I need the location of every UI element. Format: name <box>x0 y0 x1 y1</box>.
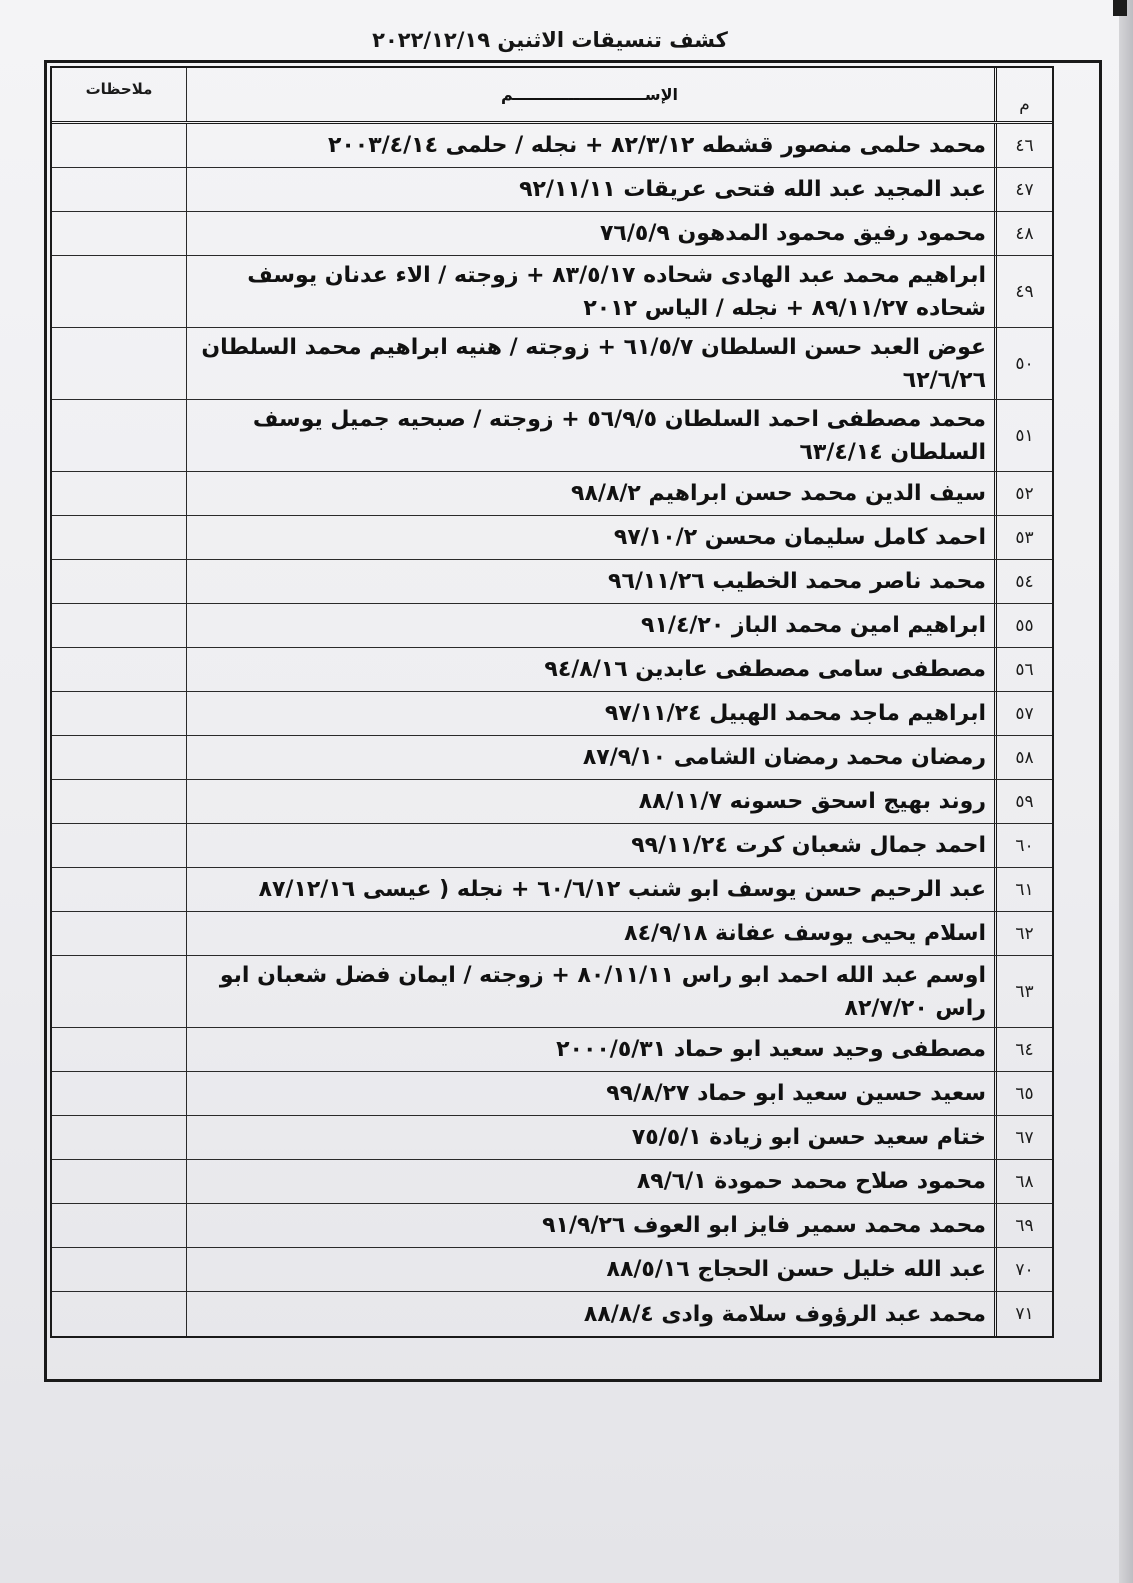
table-row <box>52 124 1052 168</box>
row-number: ٥٦ <box>994 648 1052 691</box>
table-row <box>52 648 1052 692</box>
row-notes <box>52 824 186 867</box>
row-name: ابراهيم امين محمد الباز ٩١/٤/٢٠ <box>186 604 994 647</box>
row-notes <box>52 648 186 691</box>
row-number: ٤٩ <box>994 256 1052 327</box>
row-notes <box>52 472 186 515</box>
table-row <box>52 1072 1052 1116</box>
table-row <box>52 516 1052 560</box>
table-row <box>52 1160 1052 1204</box>
row-number: ٥٧ <box>994 692 1052 735</box>
row-notes <box>52 168 186 211</box>
table-row <box>52 472 1052 516</box>
row-name: مصطفى وحيد سعيد ابو حماد ٢٠٠٠/٥/٣١ <box>186 1028 994 1071</box>
table-row <box>52 168 1052 212</box>
row-notes <box>52 780 186 823</box>
row-name: عبد المجيد عبد الله فتحى عريقات ٩٢/١١/١١ <box>186 168 994 211</box>
row-number: ٦٣ <box>994 956 1052 1027</box>
row-number: ٦٠ <box>994 824 1052 867</box>
row-notes <box>52 868 186 911</box>
document-title: كشف تنسيقات الاثنين ٢٠٢٢/١٢/١٩ <box>372 28 728 52</box>
corner-mark <box>1113 0 1127 16</box>
table-row <box>52 328 1052 400</box>
row-number: ٥٤ <box>994 560 1052 603</box>
row-number: ٦٨ <box>994 1160 1052 1203</box>
row-notes <box>52 912 186 955</box>
row-name: محمد عبد الرؤوف سلامة وادى ٨٨/٨/٤ <box>186 1292 994 1336</box>
row-number: ٦٢ <box>994 912 1052 955</box>
row-notes <box>52 1204 186 1247</box>
table-row <box>52 560 1052 604</box>
row-notes <box>52 1028 186 1071</box>
row-number: ٤٧ <box>994 168 1052 211</box>
names-table <box>50 66 1054 1338</box>
table-body <box>52 124 1052 1336</box>
table-row <box>52 256 1052 328</box>
row-notes <box>52 736 186 779</box>
row-notes <box>52 692 186 735</box>
row-notes <box>52 956 186 1027</box>
row-name: سعيد حسين سعيد ابو حماد ٩٩/٨/٢٧ <box>186 1072 994 1115</box>
table-row <box>52 1116 1052 1160</box>
row-notes <box>52 1248 186 1291</box>
row-number: ٥٥ <box>994 604 1052 647</box>
row-name: ابراهيم ماجد محمد الهبيل ٩٧/١١/٢٤ <box>186 692 994 735</box>
row-number: ٥٠ <box>994 328 1052 399</box>
row-number: ٧٠ <box>994 1248 1052 1291</box>
row-notes <box>52 400 186 471</box>
table-row <box>52 212 1052 256</box>
row-name: احمد كامل سليمان محسن ٩٧/١٠/٢ <box>186 516 994 559</box>
row-number: ٥١ <box>994 400 1052 471</box>
table-row <box>52 604 1052 648</box>
row-notes <box>52 256 186 327</box>
row-notes <box>52 1116 186 1159</box>
row-notes <box>52 124 186 167</box>
row-notes <box>52 1292 186 1336</box>
row-name: احمد جمال شعبان كرت ٩٩/١١/٢٤ <box>186 824 994 867</box>
row-name: ختام سعيد حسن ابو زيادة ٧٥/٥/١ <box>186 1116 994 1159</box>
row-number: ٦٩ <box>994 1204 1052 1247</box>
row-number: ٧١ <box>994 1292 1052 1336</box>
row-number: ٥٢ <box>994 472 1052 515</box>
row-number: ٤٦ <box>994 124 1052 167</box>
row-name: محمود رفيق محمود المدهون ٧٦/٥/٩ <box>186 212 994 255</box>
header-notes: ملاحظات <box>85 80 153 98</box>
row-number: ٥٣ <box>994 516 1052 559</box>
table-row <box>52 912 1052 956</box>
row-number: ٦٥ <box>994 1072 1052 1115</box>
row-name: عبد الله خليل حسن الحجاج ٨٨/٥/١٦ <box>186 1248 994 1291</box>
table-row <box>52 780 1052 824</box>
row-number: ٦٤ <box>994 1028 1052 1071</box>
table-row <box>52 692 1052 736</box>
row-number: ٤٨ <box>994 212 1052 255</box>
row-name: عوض العبد حسن السلطان ٦١/٥/٧ + زوجته / هنيه ابراهيم محمد السلطان ٦٢/٦/٢٦ <box>186 328 994 399</box>
row-notes <box>52 328 186 399</box>
row-notes <box>52 560 186 603</box>
row-number: ٥٨ <box>994 736 1052 779</box>
table-header-row <box>52 68 1052 124</box>
row-name: اوسم عبد الله احمد ابو راس ٨٠/١١/١١ + زوجته / ايمان فضل شعبان ابو راس ٨٢/٧/٢٠ <box>186 956 994 1027</box>
row-name: سيف الدين محمد حسن ابراهيم ٩٨/٨/٢ <box>186 472 994 515</box>
row-name: روند بهيج اسحق حسونه ٨٨/١١/٧ <box>186 780 994 823</box>
table-row <box>52 868 1052 912</box>
row-notes <box>52 604 186 647</box>
row-name: رمضان محمد رمضان الشامى ٨٧/٩/١٠ <box>186 736 994 779</box>
table-row <box>52 956 1052 1028</box>
row-name: محمد ناصر محمد الخطيب ٩٦/١١/٢٦ <box>186 560 994 603</box>
row-name: مصطفى سامى مصطفى عابدين ٩٤/٨/١٦ <box>186 648 994 691</box>
row-number: ٦١ <box>994 868 1052 911</box>
page-edge <box>1119 0 1133 1583</box>
table-row <box>52 824 1052 868</box>
header-name: الإســــــــــــــــــــــــم <box>186 68 994 121</box>
row-notes <box>52 1160 186 1203</box>
table-row <box>52 1248 1052 1292</box>
header-number: م <box>994 68 1052 121</box>
row-notes <box>52 1072 186 1115</box>
row-notes <box>52 516 186 559</box>
table-row <box>52 400 1052 472</box>
row-name: محمد محمد سمير فايز ابو العوف ٩١/٩/٢٦ <box>186 1204 994 1247</box>
row-number: ٦٧ <box>994 1116 1052 1159</box>
row-number: ٥٩ <box>994 780 1052 823</box>
row-name: محمود صلاح محمد حمودة ٨٩/٦/١ <box>186 1160 994 1203</box>
table-row <box>52 736 1052 780</box>
row-name: ابراهيم محمد عبد الهادى شحاده ٨٣/٥/١٧ + زوجته / الاء عدنان يوسف شحاده ٨٩/١١/٢٧ + نجله / الياس ٢٠١٢ <box>186 256 994 327</box>
row-name: اسلام يحيى يوسف عفانة ٨٤/٩/١٨ <box>186 912 994 955</box>
row-name: عبد الرحيم حسن يوسف ابو شنب ٦٠/٦/١٢ + نجله ( عيسى ٨٧/١٢/١٦ <box>186 868 994 911</box>
table-row <box>52 1028 1052 1072</box>
row-name: محمد حلمى منصور قشطه ٨٢/٣/١٢ + نجله / حلمى ٢٠٠٣/٤/١٤ <box>186 124 994 167</box>
table-row <box>52 1204 1052 1248</box>
table-row <box>52 1292 1052 1336</box>
row-name: محمد مصطفى احمد السلطان ٥٦/٩/٥ + زوجته / صبحيه جميل يوسف السلطان ٦٣/٤/١٤ <box>186 400 994 471</box>
row-notes <box>52 212 186 255</box>
